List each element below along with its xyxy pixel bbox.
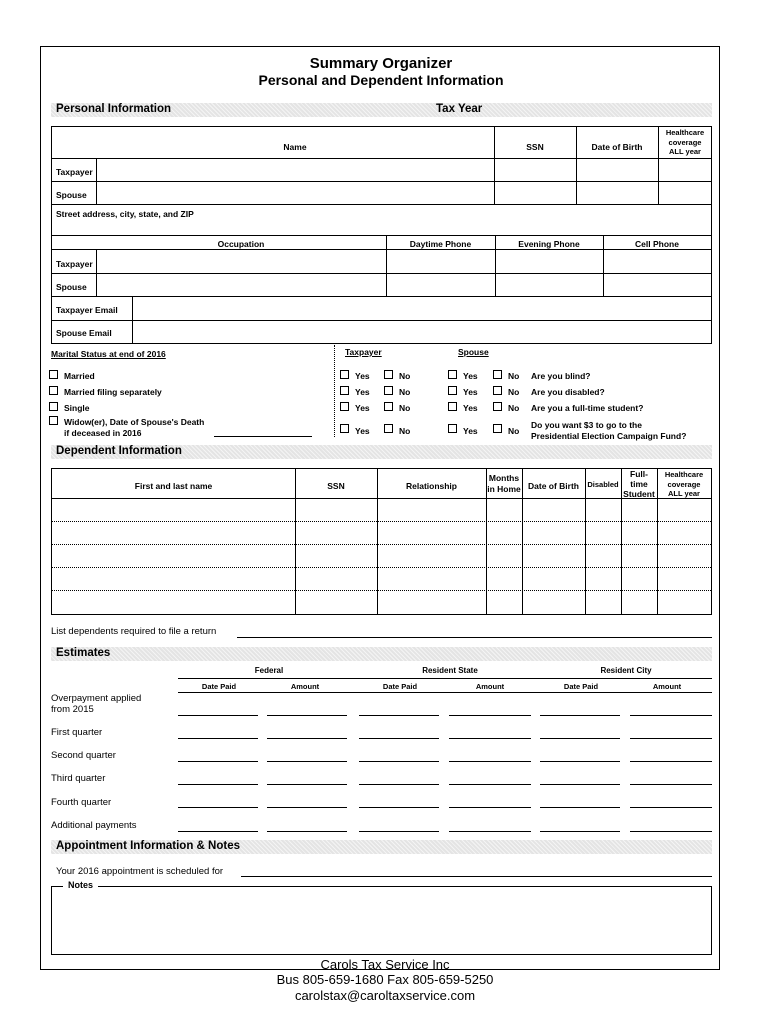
est-row-overpayment: Overpayment applied from 2015 (51, 693, 142, 715)
married-checkbox[interactable] (49, 370, 58, 379)
taxpayer-student-no[interactable] (384, 402, 393, 411)
col-occupation: Occupation (217, 239, 265, 249)
married-filing-separately-label: Married filing separately (64, 387, 162, 397)
est-field[interactable] (359, 761, 439, 762)
est-field[interactable] (630, 807, 712, 808)
est-city: Resident City (600, 666, 652, 675)
est-field[interactable] (449, 831, 531, 832)
est-field[interactable] (540, 831, 620, 832)
appointment-scheduled-label: Your 2016 appointment is scheduled for (56, 866, 224, 877)
state-date-paid: Date Paid (382, 682, 418, 691)
question-campaign-2: Presidential Election Campaign Fund? (531, 431, 687, 441)
col-ssn: SSN (526, 142, 544, 152)
col-evening-phone: Evening Phone (518, 239, 580, 249)
spouse-email-label: Spouse Email (56, 328, 112, 338)
appointment-section-band (51, 840, 712, 854)
married-label: Married (64, 371, 95, 381)
taxpayer-student-yes[interactable] (340, 402, 349, 411)
est-field[interactable] (267, 831, 347, 832)
footer-email: carolstax@caroltaxservice.com (294, 988, 476, 1003)
marital-status-title: Marital Status at end of 2016 (51, 349, 166, 359)
est-row-second: Second quarter (51, 750, 116, 761)
appointment-date-field[interactable] (241, 876, 712, 877)
est-field[interactable] (178, 738, 258, 739)
form-subtitle: Personal and Dependent Information (258, 72, 504, 88)
appointment-section-title: Appointment Information & Notes (56, 840, 240, 852)
question-blind: Are you blind? (531, 371, 591, 381)
dep-col-disabled: Disabled (587, 480, 619, 489)
married-filing-separately-checkbox[interactable] (49, 386, 58, 395)
row-spouse: Spouse (56, 190, 87, 200)
est-field[interactable] (630, 831, 712, 832)
est-field[interactable] (359, 807, 439, 808)
personal-section-band (51, 103, 712, 117)
dep-col-student: Full- time Student (623, 469, 655, 499)
est-field[interactable] (178, 784, 258, 785)
dep-col-ssn: SSN (327, 481, 345, 491)
estimates-section-title: Estimates (56, 647, 111, 659)
spouse-student-yes[interactable] (448, 402, 457, 411)
taxpayer-blind-yes[interactable] (340, 370, 349, 379)
single-checkbox[interactable] (49, 402, 58, 411)
est-field[interactable] (540, 715, 620, 716)
widower-checkbox[interactable] (49, 416, 58, 425)
notes-label: Notes (63, 880, 98, 890)
est-field[interactable] (449, 761, 531, 762)
question-student: Are you a full-time student? (531, 403, 644, 413)
spouse-disabled-yes[interactable] (448, 386, 457, 395)
dependent-section-title: Dependent Information (56, 445, 182, 457)
est-field[interactable] (540, 761, 620, 762)
widower-label: Widow(er), Date of Spouse's Death (64, 417, 205, 427)
est-state: Resident State (422, 666, 478, 675)
dependent-section-band (51, 445, 712, 459)
form-page: Summary Organizer Personal and Dependent Information Personal Information Tax Year Name SSN Date of Birth Healthcare coverage ALL year Taxpayer Spouse Street address, city, state, and ZIP Occupation Daytime Phone Evening Phone Cell Phone Taxpayer Spouse Taxpayer Email Spouse Email Marital Status at end of 2016 Taxpayer Spouse Married Married filing separately Single Widow(er), Date of Spouse's Death if deceased in 2016 Yes No Yes No Are you blind? Yes No Yes No Are you disabled? Yes No Yes No Are you a full-time student? Yes No Yes No Do you want $3 to go to the Presidential Election Campaign Fund? Dependent Information First and last name SSN Relationship Months in Home Date of Birth Disabled Full- time Student Healthcare coverage ALL year List dependents required to file a return Estimates Federal Resident State Resident City Date Paid Amount Date Paid Amount Date Paid Amount Overpayment applied from 2015 First quarter Second quarter Third quarter Fourth quarter Additional payments Appointment Information & Notes Your 2016 appointment is scheduled for Notes (40, 46, 720, 970)
form-title: Summary Organizer (309, 55, 453, 72)
spouse-campaign-no[interactable] (493, 424, 502, 433)
spouse-blind-yes[interactable] (448, 370, 457, 379)
widower-label-2: if deceased in 2016 (64, 428, 142, 438)
tax-year-label: Tax Year (436, 103, 483, 115)
spouse-col-label: Spouse (458, 347, 489, 357)
est-row-third: Third quarter (51, 773, 106, 784)
est-row-first: First quarter (51, 727, 103, 738)
est-field[interactable] (540, 807, 620, 808)
est-field[interactable] (267, 784, 347, 785)
personal-section-title: Personal Information (56, 103, 172, 115)
est-field[interactable] (449, 738, 531, 739)
col-healthcare: Healthcare coverage ALL year (665, 128, 705, 156)
spouse-disabled-no[interactable] (493, 386, 502, 395)
dependents-table (51, 468, 712, 615)
spouse-student-no[interactable] (493, 402, 502, 411)
est-field[interactable] (178, 831, 258, 832)
est-field[interactable] (359, 738, 439, 739)
est-field[interactable] (178, 715, 258, 716)
dep-col-healthcare: Healthcare coverage ALL year (664, 470, 704, 498)
col-name: Name (283, 142, 307, 152)
taxpayer-disabled-yes[interactable] (340, 386, 349, 395)
est-field[interactable] (178, 807, 258, 808)
col-daytime-phone: Daytime Phone (409, 239, 472, 249)
dep-col-name: First and last name (134, 481, 213, 491)
taxpayer-col-label: Taxpayer (345, 347, 382, 357)
required-dependents-label: List dependents required to file a return (51, 626, 217, 637)
taxpayer-blind-no[interactable] (384, 370, 393, 379)
dep-col-dob: Date of Birth (528, 481, 579, 491)
state-amount: Amount (475, 682, 505, 691)
occ-row-spouse: Spouse (56, 282, 87, 292)
single-label: Single (64, 403, 90, 413)
address-label: Street address, city, state, and ZIP (56, 209, 194, 219)
dep-col-months: Months in Home (487, 473, 521, 494)
dep-col-relationship: Relationship (405, 481, 457, 491)
est-field[interactable] (449, 715, 531, 716)
taxpayer-campaign-no[interactable] (384, 424, 393, 433)
est-field[interactable] (359, 831, 439, 832)
est-field[interactable] (267, 715, 347, 716)
est-federal: Federal (254, 666, 284, 675)
taxpayer-email-label: Taxpayer Email (56, 305, 118, 315)
question-campaign: Do you want $3 to go to the (531, 420, 642, 430)
spouse-death-date-field[interactable] (214, 436, 312, 437)
occ-row-taxpayer: Taxpayer (56, 259, 93, 269)
est-row-fourth: Fourth quarter (51, 797, 112, 808)
est-field[interactable] (267, 807, 347, 808)
city-date-paid: Date Paid (563, 682, 599, 691)
question-disabled: Are you disabled? (531, 387, 605, 397)
notes-box[interactable] (51, 886, 712, 955)
spouse-campaign-yes[interactable] (448, 424, 457, 433)
est-field[interactable] (540, 784, 620, 785)
col-cell-phone: Cell Phone (635, 239, 679, 249)
est-field[interactable] (359, 784, 439, 785)
est-field[interactable] (449, 784, 531, 785)
est-field[interactable] (630, 761, 712, 762)
est-field[interactable] (630, 738, 712, 739)
est-field[interactable] (267, 761, 347, 762)
spouse-blind-no[interactable] (493, 370, 502, 379)
est-field[interactable] (540, 738, 620, 739)
est-field[interactable] (449, 807, 531, 808)
fed-date-paid: Date Paid (201, 682, 237, 691)
est-field[interactable] (267, 738, 347, 739)
row-taxpayer: Taxpayer (56, 167, 93, 177)
taxpayer-disabled-no[interactable] (384, 386, 393, 395)
footer-company: Carols Tax Service Inc (320, 957, 450, 972)
personal-info-table (51, 126, 712, 344)
city-amount: Amount (652, 682, 682, 691)
est-field[interactable] (630, 715, 712, 716)
estimates-section-band (51, 647, 712, 661)
footer-phones: Bus 805-659-1680 Fax 805-659-5250 (276, 972, 494, 987)
est-row-additional: Additional payments (51, 820, 137, 831)
required-dependents-field[interactable] (237, 637, 712, 638)
fed-amount: Amount (290, 682, 320, 691)
col-dob: Date of Birth (591, 142, 643, 152)
taxpayer-campaign-yes[interactable] (340, 424, 349, 433)
est-field[interactable] (359, 715, 439, 716)
est-field[interactable] (630, 784, 712, 785)
est-field[interactable] (178, 761, 258, 762)
